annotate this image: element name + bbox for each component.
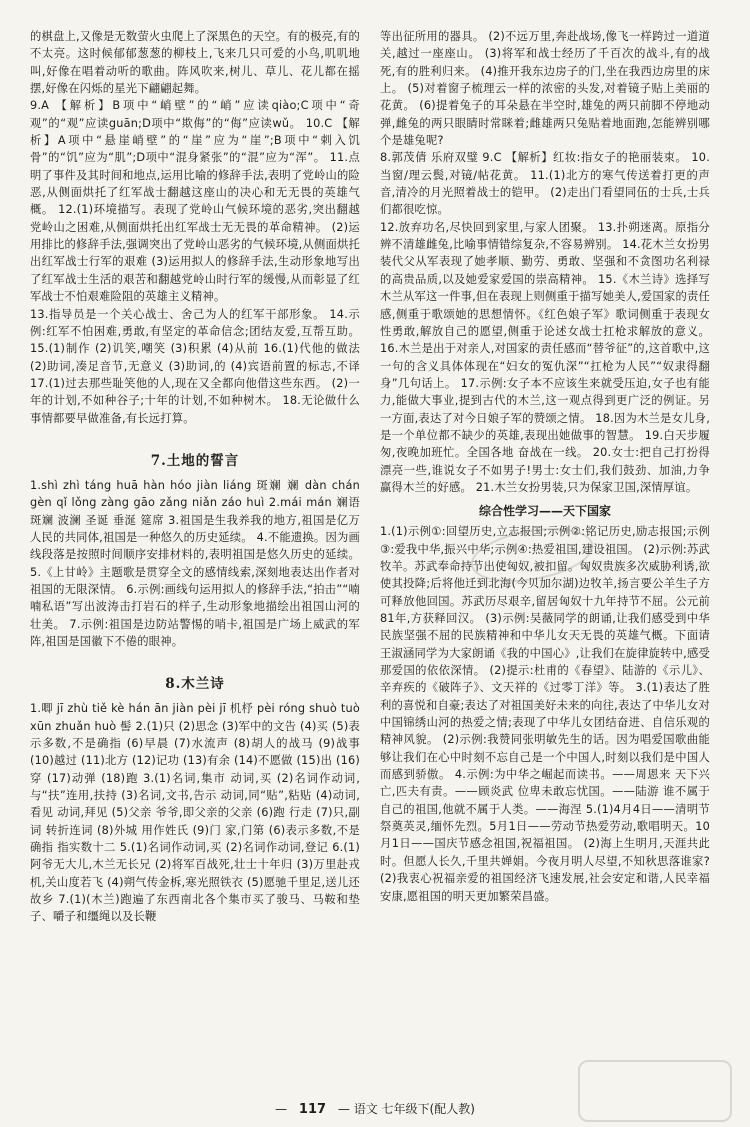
footer-subject: 语文 [353, 1102, 378, 1116]
paragraph: 的棋盘上,又像是无数萤火虫爬上了深黑色的天空。有的极亮,有的不太亮。这时候郁郁葱葱的柳枝上,飞来几只可爱的小鸟,叽叽地叫,好像在唱着动听的歌曲。阵风吹来,树儿、草儿、花儿都在摇摆,好像在闪烁的星光下翩翩起舞。 [30, 30, 360, 96]
paragraph: 8.郭茂倩 乐府双璧 9.C 【解析】红妆:指女子的艳丽装束。 10.当窗/理云鬓,对镜/帖花黄。 11.(1)北方的寒气传送着打更的声音,清冷的月光照着战士的铠甲。 (2)走出门看望同伍的士兵,士兵们都很吃惊。 [380, 151, 710, 217]
watermark-logo [578, 1060, 732, 1122]
section-title-7: 7.土地的誓言 [150, 452, 240, 469]
paragraph: 12.放弃功名,尽快回到家里,与家人团聚。 13.扑朔迷离。原指分辨不清雄雌兔,比喻事情错综复杂,不容易辨别。 14.花木兰女扮男装代父从军表现了她孝顺、勤劳、勇敢、坚强和不贪图功名利禄的高贵品质,以及她爱家爱国的崇高精神。 15.《木兰诗》选择写木兰从军这一件事,但在表现上则侧重于描写她美人,爱国家的责任感,侧重于歌颂她的思想情怀。《红色娘子军》歌词侧重于表现女性勇敢,解放自己的愿望,侧重于论述女战士扛枪求解放的意义。 16.木兰是出于对亲人,对国家的责任感而“替爷征”的,这首歌中,这一句的含义具体体现在“妇女的冤仇深”“扛枪为人民”“奴隶得翻身”几句话上。 17.示例:女子本不应该生来就受压迫,女子也有能力,能做大事业,提到古代的木兰,这一观点得到更广泛的例证。另一方面,表达了对今日娘子军的赞颂之情。 18.因为木兰是女儿身,是一个单位都不缺少的英雄,表现出她做事的智慧。 19.白天步履匆,夜晚加班忙。全国各地 奋战在一线。 20.女士:把自己打扮得漂亮一些,谁说女子不如男子!男士:女士们,我们鼓劲、加油,力争赢得木兰的好感。 21.木兰女扮男装,只为保家卫国,深情厚谊。 [380, 220, 710, 494]
paragraph: 1.唧 jī zhù tiě kè hán ān jiàn pèi jī 机杼 pèi róng shuò tuò xūn zhuǎn huò 髻 2.(1)只 (2)思念 (3)军中的文告 (4)买 (5)表示多数,不是确指 (6)早晨 (7)水流声 (8)胡人的战马 (9)战事 (10)越过 (11)北方 (12)记功 (13)有余 (14)不愿做 (15)出 (16)穿 (17)动弹 (18)跑 3.(1)名词,集市 动词,买 (2)名词作动词,与“扶”连用,扶持 (3)名词,文书,告示 动词,同“贴”,粘贴 (4)动词,看见 动词,拜见 (5)父亲 爷爷,即父亲的父亲 (6)跑 行走 (7)只,副词 转折连词 (8)外城 用作姓氏 (9)门 家,门第 (6)表示多数,不是确指 指实数十二 5.(1)名词作动词,买 (2)名词作动词,登记 6.(1)阿爷无大儿,木兰无长兄 (2)将军百战死,壮士十年归 (3)万里赴戎机,关山度若飞 (4)朔气传金柝,寒光照铁衣 (5)愿驰千里足,送儿还故乡 7.(1)(木兰)跑遍了东西南北各个集市买了骏马、马鞍和垫子、嚼子和缰绳以及长鞭 [30, 702, 360, 924]
left-column [30, 28, 360, 1088]
section-title-8: 8.木兰诗 [165, 676, 225, 693]
paragraph: 1.shì zhì táng huā hàn hóo jiàn liáng 斑斓 斓 dàn chán gèn qǐ lǒng zàng gāo zǎng niǎn záo huì 2.mái mán 斓语 斑斓 波澜 圣诞 垂涎 筵席 3.祖国是生我养我的地方,祖国是亿万人民的共同体,祖国是一种悠久的历史延续。 4.不能遗换。因为画线段落是按照时间顺序安排材料的,表明祖国是悠久历史的延续。 5.《上甘岭》主题歌是贯穿全文的感情线索,深刻地表达出作者对祖国的无限深情。 6.示例:画线句运用拟人的修辞手法,“拍击”“喃喃私语”写出波涛击打岩石的样子,生动形象地描绘出祖国山河的壮美。 7.示例:祖国是边防站警惕的哨卡,祖国是广场上威武的军阵,祖国是国徽下不倦的眼神。 [30, 478, 360, 648]
page-number: 117 [298, 1102, 327, 1117]
paragraph: 13.指导员是一个关心战士、舍己为人的红军干部形象。 14.示例:红军不怕困难,勇敢,有坚定的革命信念;团结友爱,互帮互助。 15.(1)制作 (2)讥笑,嘲笑 (3)积累 (4)从前 16.(1)代他的做法 (2)助词,凑足音节,无意义 (3)助词,的 (4)宾语前置的标志,不译 17.(1)过去那些耻笑他的人,现在又全都向他借这些东西。 (2)一年的计划,不如种谷子;十年的计划,不如种树木。 18.无论做什么事情都要早做准备,有长远打算。 [30, 307, 360, 425]
footer-dash: — [275, 1102, 288, 1116]
paragraph: 1.(1)示例①:回望历史,立志报国;示例②:铭记历史,励志报国;示例③:爱我中华,振兴中华;示例④:热爱祖国,建设祖国。 (2)示例:苏武牧羊。苏武奉命持节出使匈奴,被扣留。匈奴贵族多次威胁利诱,欲使其投降;后将他迁到北海(今贝加尔湖)边牧羊,扬言要公羊生子方可释放他回国。苏武历尽艰辛,留居匈奴十九年持节不屈。公元前81年,方获释回汉。 (3)示例:吴薇同学的朗诵,让我们感受到中华民族坚强不屈的民族精神和中华儿女天无畏的英雄气概。下面请王淑涵同学为大家朗诵《我的中国心》,让我们在旋律旋转中,感受那爱国的依依深情。 (2)提示:杜甫的《春望》、陆游的《示儿》、辛弃疾的《破阵子》、文天祥的《过零丁洋》等。 3.(1)表达了胜利的喜悦和自豪;表达了对祖国美好未来的向往,表达了中华儿女对中国锦绣山河的热爱之情;表现了中华儿女团结奋进、自信乐观的精神风貌。 (2)示例:我赞同张明敏先生的话。因为唱爱国歌曲能够让我们在心中时刻不忘自己是一个中国人,时刻以我们是中国人而感到骄傲。 4.示例:为中华之崛起而读书。——周恩来 天下兴亡,匹夫有责。——顾炎武 位卑未敢忘忧国。——陆游 谁不属于自己的祖国,他就不属于人类。——海涅 5.(1)4月4日——清明节祭奠英灵,缅怀先烈。5月1日——劳动节热爱劳动,歌唱明天。10月1日——国庆节感念祖国,祝福祖国。 (2)海上生明月,天涯共此时。但愿人长久,千里共婵娟。今夜月明人尽望,不知秋思落谁家? (2)我衷心祝福亲爱的祖国经济飞速发展,社会安定和谐,人民幸福安康,愿祖国的明天更加繁荣昌盛。 [380, 525, 710, 903]
footer-grade: 七年级下(配人教) [381, 1102, 475, 1116]
paragraph: 9.A 【解析】B项中“峭壁”的“峭”应读qiào;C项中“奇观”的“观”应读guān;D项中“欺侮”的“侮”应读wǔ。 10.C 【解析】A项中“悬崖峭壁”的“崖”应为“崖”;B项中“剌入饥骨”的“饥”应为“肌”;D项中“混身紧张”的“混”应为“浑”。 11.点明了事件及其时间和地点,运用比喻的修辞手法,表明了党岭山的险恶,从侧面烘托了红军战士翻越这座山的决心和无无畏的英雄气概。 12.(1)环境描写。表现了党岭山气候环境的恶劣,突出翻越党岭山之困难,从侧面烘托出红军战士无无畏的革命精神。 (2)运用排比的修辞手法,强调突出了党岭山恶劣的气候环境,从侧面烘托出红军战士行军的艰难 (3)运用拟人的修辞手法,生动形象地写出了红军战士生活的艰苦和翻越党岭山时行军的缓慢,从而彰显了红军战士不怕艰难险阻的英雄主义精神。 [30, 99, 360, 304]
subsection-title: 综合性学习——天下国家 [478, 504, 611, 519]
paragraph: 等出征所用的器具。 (2)不远万里,奔赴战场,像飞一样跨过一道道关,越过一座座山。 (3)将军和战士经历了千百次的战斗,有的战死,有的胜利归来。 (4)推开我东边房子的门,坐在我西边房里的床上。 (5)对着窗子梳理云一样的浓密的头发,对着镜子贴上美丽的花黄。 (6)提着兔子的耳朵悬在半空时,雄兔的两只前脚不停地动弹,雌兔的两只眼睛时常眯着;雌雄两只兔贴着地面跑,怎能辨别哪个是雄兔呢? [380, 30, 710, 148]
answer-page [30, 28, 720, 1088]
footer-dash: — [337, 1102, 350, 1116]
